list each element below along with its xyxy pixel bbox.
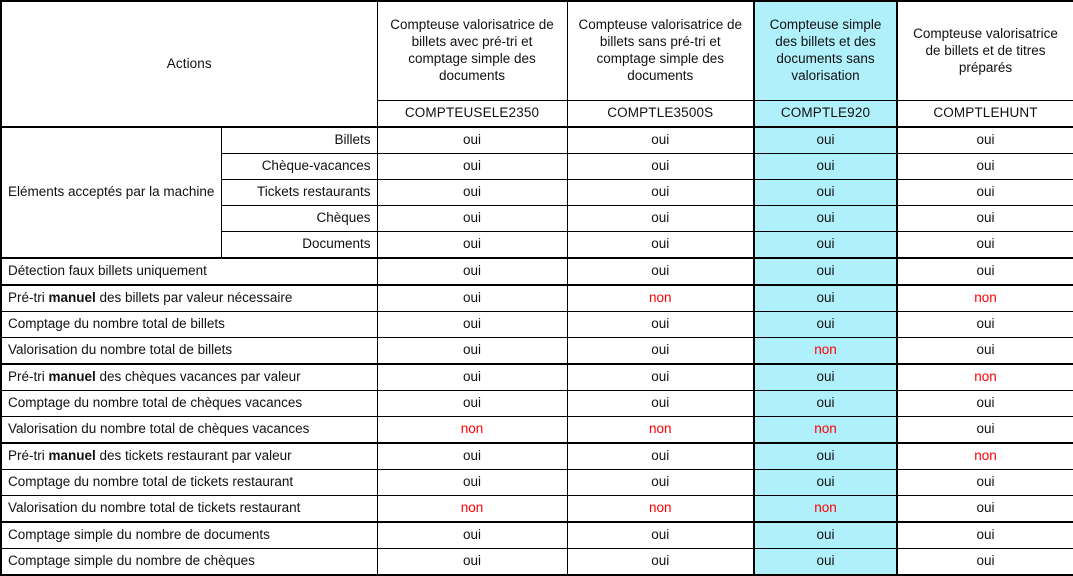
table-row [1, 495, 1073, 522]
row-label-text: Comptage simple du nombre de chèques [8, 553, 255, 568]
cell-value: oui [377, 154, 567, 180]
cell-value: oui [377, 180, 567, 206]
column-header-1: Compteuse valorisatrice de billets avec pré-tri et comptage simple des documents [377, 1, 567, 101]
cell-value: oui [377, 285, 567, 312]
cell-value: oui [897, 258, 1073, 285]
cell-value: oui [754, 522, 897, 549]
cell-value: non [377, 416, 567, 443]
row-label-text: Comptage du nombre total de chèques vacances [8, 395, 303, 411]
table-row [1, 285, 1073, 312]
row-label [1, 416, 377, 443]
cell-value: oui [377, 231, 567, 258]
cell-value: non [897, 443, 1073, 470]
row-label: Chèque-vacances [221, 154, 377, 180]
row-label: Billets [221, 127, 377, 154]
cell-value: oui [897, 522, 1073, 549]
row-label [1, 364, 377, 391]
table-row [1, 337, 1073, 364]
cell-value: oui [897, 205, 1073, 231]
column-header-3: Compteuse simple des billets et des documents sans valorisation [754, 1, 897, 101]
column-code-3: COMPTLE920 [754, 101, 897, 128]
cell-value: oui [567, 364, 754, 391]
cell-value: oui [377, 258, 567, 285]
cell-value: oui [754, 548, 897, 575]
row-label-text: Valorisation du nombre total de chèques vacances [8, 420, 310, 436]
row-label: Chèques [221, 205, 377, 231]
cell-value: oui [754, 469, 897, 495]
row-label [1, 469, 377, 495]
cell-value: oui [897, 469, 1073, 495]
cell-value: oui [897, 548, 1073, 575]
row-label-text-tail: des billets par valeur nécessaire [95, 290, 293, 306]
row-label-emphasis: manuel [48, 448, 96, 463]
actions-header: Actions [1, 1, 377, 127]
cell-value: oui [754, 312, 897, 338]
row-label-emphasis: manuel [48, 290, 96, 306]
table-row [1, 469, 1073, 495]
cell-value: non [754, 337, 897, 364]
row-label [1, 522, 377, 549]
table-row [1, 258, 1073, 285]
cell-value: oui [897, 231, 1073, 258]
cell-value: oui [567, 205, 754, 231]
row-label: Documents [221, 231, 377, 258]
row-label-text: Comptage simple du nombre de documents [8, 526, 270, 542]
row-label-text-tail: des tickets restaurant par valeur [95, 448, 292, 463]
cell-value: oui [897, 337, 1073, 364]
cell-value: oui [377, 522, 567, 549]
row-label-text-tail: des chèques vacances par valeur [95, 369, 301, 385]
row-label-text: Pré-tri [8, 290, 49, 306]
column-header-4: Compteuse valorisatrice de billets et de titres préparés [897, 1, 1073, 101]
row-label: Tickets restaurants [221, 180, 377, 206]
table-row [1, 364, 1073, 391]
cell-value: oui [567, 443, 754, 470]
cell-value: non [897, 364, 1073, 391]
column-code-2: COMPTLE3500S [567, 101, 754, 128]
cell-value: oui [897, 495, 1073, 522]
row-label-text: Comptage du nombre total de tickets restaurant [8, 473, 294, 489]
row-label [1, 443, 377, 470]
row-label-text: Pré-tri [8, 448, 49, 463]
column-header-2: Compteuse valorisatrice de billets sans pré-tri et comptage simple des documents [567, 1, 754, 101]
cell-value: non [567, 285, 754, 312]
cell-value: oui [377, 443, 567, 470]
cell-value: oui [754, 180, 897, 206]
cell-value: oui [897, 312, 1073, 338]
row-label [1, 495, 377, 522]
cell-value: oui [754, 443, 897, 470]
table-body [1, 1, 1073, 575]
group-label-elements: Eléments acceptés par la machine [1, 127, 221, 258]
cell-value: oui [377, 127, 567, 154]
column-code-1: COMPTEUSELE2350 [377, 101, 567, 128]
cell-value: non [567, 495, 754, 522]
cell-value: oui [897, 391, 1073, 417]
cell-value: oui [754, 231, 897, 258]
header-row-titles [1, 1, 1073, 101]
table-row [1, 312, 1073, 338]
row-label-text: Comptage du nombre total de billets [8, 316, 225, 332]
table-row [1, 443, 1073, 470]
row-label [1, 391, 377, 417]
cell-value: oui [567, 127, 754, 154]
table-row [1, 548, 1073, 575]
cell-value: oui [897, 154, 1073, 180]
cell-value: oui [754, 364, 897, 391]
cell-value: oui [377, 205, 567, 231]
cell-value: non [897, 285, 1073, 312]
row-label [1, 258, 377, 285]
cell-value: oui [754, 205, 897, 231]
cell-value: oui [754, 154, 897, 180]
cell-value: oui [377, 391, 567, 417]
cell-value: oui [754, 285, 897, 312]
row-label [1, 285, 377, 312]
cell-value: oui [754, 391, 897, 417]
cell-value: oui [377, 469, 567, 495]
cell-value: oui [567, 548, 754, 575]
table-row [1, 127, 1073, 154]
column-code-4: COMPTLEHUNT [897, 101, 1073, 128]
row-label-emphasis: manuel [48, 369, 96, 385]
cell-value: non [754, 495, 897, 522]
cell-value: oui [567, 231, 754, 258]
cell-value: oui [567, 391, 754, 417]
row-label-text: Pré-tri [8, 369, 49, 385]
cell-value: oui [897, 416, 1073, 443]
cell-value: oui [897, 180, 1073, 206]
row-label-text: Valorisation du nombre total de billets [8, 342, 233, 358]
row-label [1, 337, 377, 364]
cell-value: non [567, 416, 754, 443]
cell-value: oui [567, 522, 754, 549]
cell-value: oui [377, 364, 567, 391]
cell-value: oui [897, 127, 1073, 154]
cell-value: oui [567, 337, 754, 364]
cell-value: oui [754, 127, 897, 154]
cell-value: non [754, 416, 897, 443]
cell-value: non [377, 495, 567, 522]
cell-value: oui [567, 180, 754, 206]
row-label-text: Valorisation du nombre total de tickets restaurant [8, 499, 301, 515]
row-label [1, 312, 377, 338]
cell-value: oui [377, 548, 567, 575]
row-label [1, 548, 377, 575]
row-label-text: Détection faux billets uniquement [8, 263, 207, 278]
table-row [1, 416, 1073, 443]
table-row [1, 391, 1073, 417]
cell-value: oui [377, 312, 567, 338]
cell-value: oui [567, 469, 754, 495]
cell-value: oui [567, 258, 754, 285]
cell-value: oui [567, 312, 754, 338]
cell-value: oui [754, 258, 897, 285]
table-row [1, 522, 1073, 549]
cell-value: oui [567, 154, 754, 180]
cell-value: oui [377, 337, 567, 364]
